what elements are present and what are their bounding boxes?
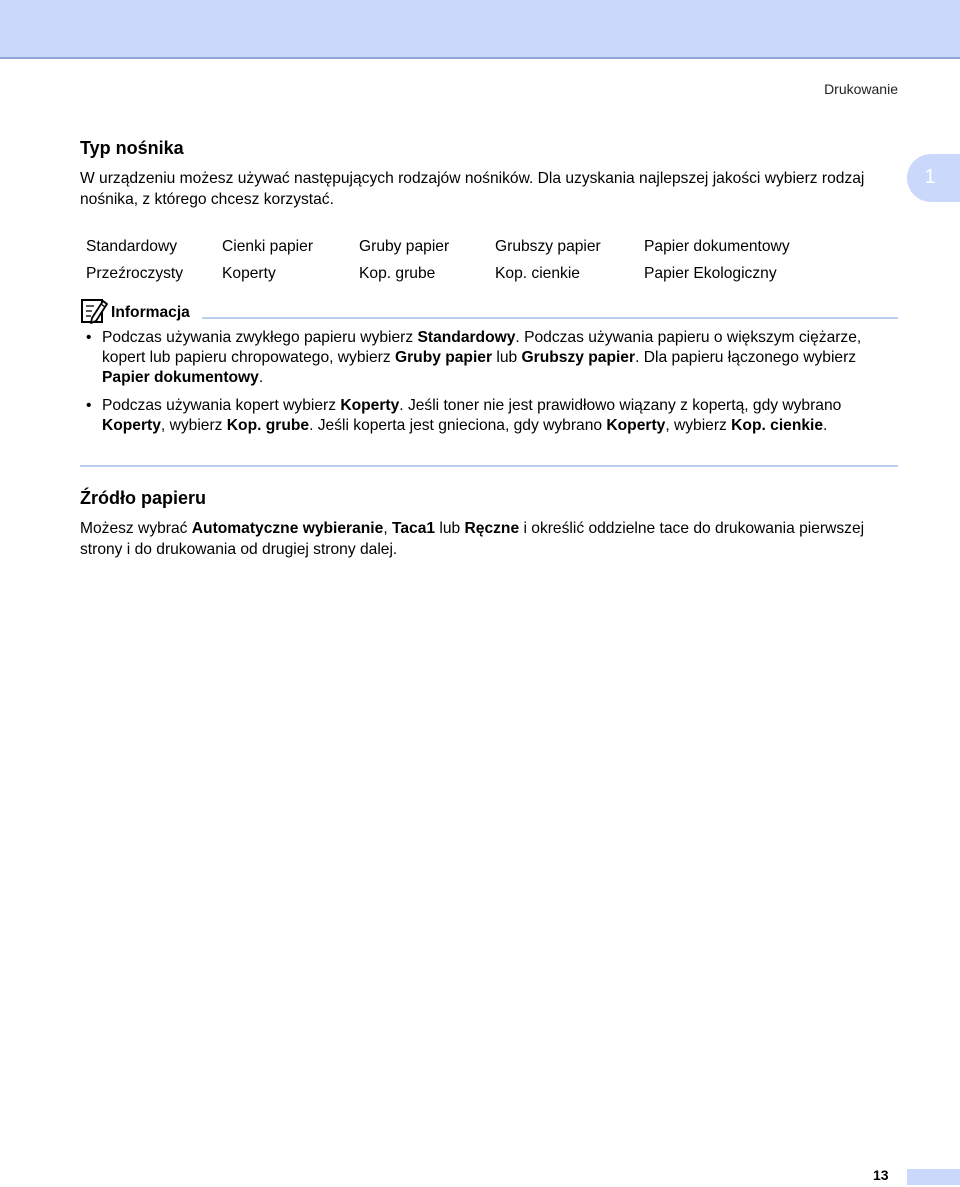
text-run: . Jeśli toner nie jest prawidłowo wiązany z kopertą, gdy wybrano [399, 397, 842, 414]
bold-term: Automatyczne wybieranie [191, 520, 384, 537]
note-item-text [102, 329, 861, 386]
media-option: Grubszy papier [495, 237, 601, 255]
media-option: Koperty [222, 264, 276, 282]
media-option: Papier Ekologiczny [644, 264, 777, 282]
text-run: , wybierz [160, 417, 227, 434]
text-run: . Podczas używania papieru o większym ciężarze, kopert lub papieru chropowatego, wybierz [102, 329, 862, 366]
bold-term: Kop. grube [226, 417, 310, 434]
media-option: Przeźroczysty [86, 264, 184, 282]
chapter-tab [907, 154, 960, 202]
media-row [86, 233, 790, 260]
media-option: Kop. cienkie [495, 264, 580, 282]
text-run: Podczas używania zwykłego papieru wybierz [102, 329, 418, 346]
page-number: 13 [873, 1167, 889, 1183]
note-item [80, 396, 898, 436]
note-pencil-icon [80, 297, 108, 325]
media-option: Papier dokumentowy [644, 237, 790, 255]
section-title-paper-source: Źródło papieru [80, 488, 206, 508]
text-run: , wybierz [665, 417, 732, 434]
note-box [80, 297, 898, 434]
bullet-icon: • [86, 397, 92, 414]
media-row [86, 260, 790, 287]
bold-term: Kop. cienkie [731, 417, 824, 434]
bold-term: Papier dokumentowy [102, 369, 259, 386]
footer-band [907, 1169, 960, 1185]
media-option: Standardowy [86, 237, 178, 255]
note-list [80, 328, 898, 436]
bold-term: Ręczne [464, 520, 520, 537]
media-option: Gruby papier [359, 237, 450, 255]
bold-term: Grubszy papier [521, 349, 636, 366]
text-run: i określić oddzielne tace do drukowania pierwszej strony i do drukowania od drugiej strony dalej. [80, 520, 865, 558]
bold-term: Taca1 [391, 520, 436, 537]
media-type-intro: W urządzeniu możesz używać następujących rodzajów nośników. Dla uzyskania najlepszej jakości wybierz rodzaj nośnika, z którego chcesz korzystać. [80, 170, 865, 208]
text-run: . [823, 417, 828, 434]
note-title: Informacja [111, 304, 190, 321]
text-run: . Dla papieru łączonego wybierz [635, 349, 857, 366]
text-run: . [258, 369, 264, 386]
media-option: Kop. grube [359, 264, 436, 282]
bold-term: Gruby papier [394, 349, 493, 366]
note-item-text [102, 397, 841, 434]
header-band [0, 0, 960, 59]
note-item [80, 328, 898, 388]
running-title: Drukowanie [824, 81, 898, 97]
note-divider-top [202, 317, 898, 319]
bold-term: Koperty [606, 417, 666, 434]
text-run: Możesz wybrać [80, 520, 192, 537]
text-run: Podczas używania kopert wybierz [102, 397, 341, 414]
bold-term: Koperty [102, 417, 161, 434]
note-header [80, 297, 898, 325]
paper-source-paragraph [80, 518, 900, 560]
text-run: lub [435, 520, 465, 537]
bold-term: Standardowy [417, 329, 516, 346]
text-run: . Jeśli koperta jest gnieciona, gdy wybrano [309, 417, 607, 434]
chapter-number: 1 [924, 166, 936, 188]
text-run: lub [492, 349, 522, 366]
media-option: Cienki papier [222, 237, 314, 255]
bullet-icon: • [86, 329, 92, 346]
note-divider-bottom [80, 465, 898, 467]
bold-term: Koperty [340, 397, 400, 414]
section-title-media-type: Typ nośnika [80, 138, 184, 158]
text-run: , [383, 520, 392, 537]
media-type-table [86, 233, 790, 287]
